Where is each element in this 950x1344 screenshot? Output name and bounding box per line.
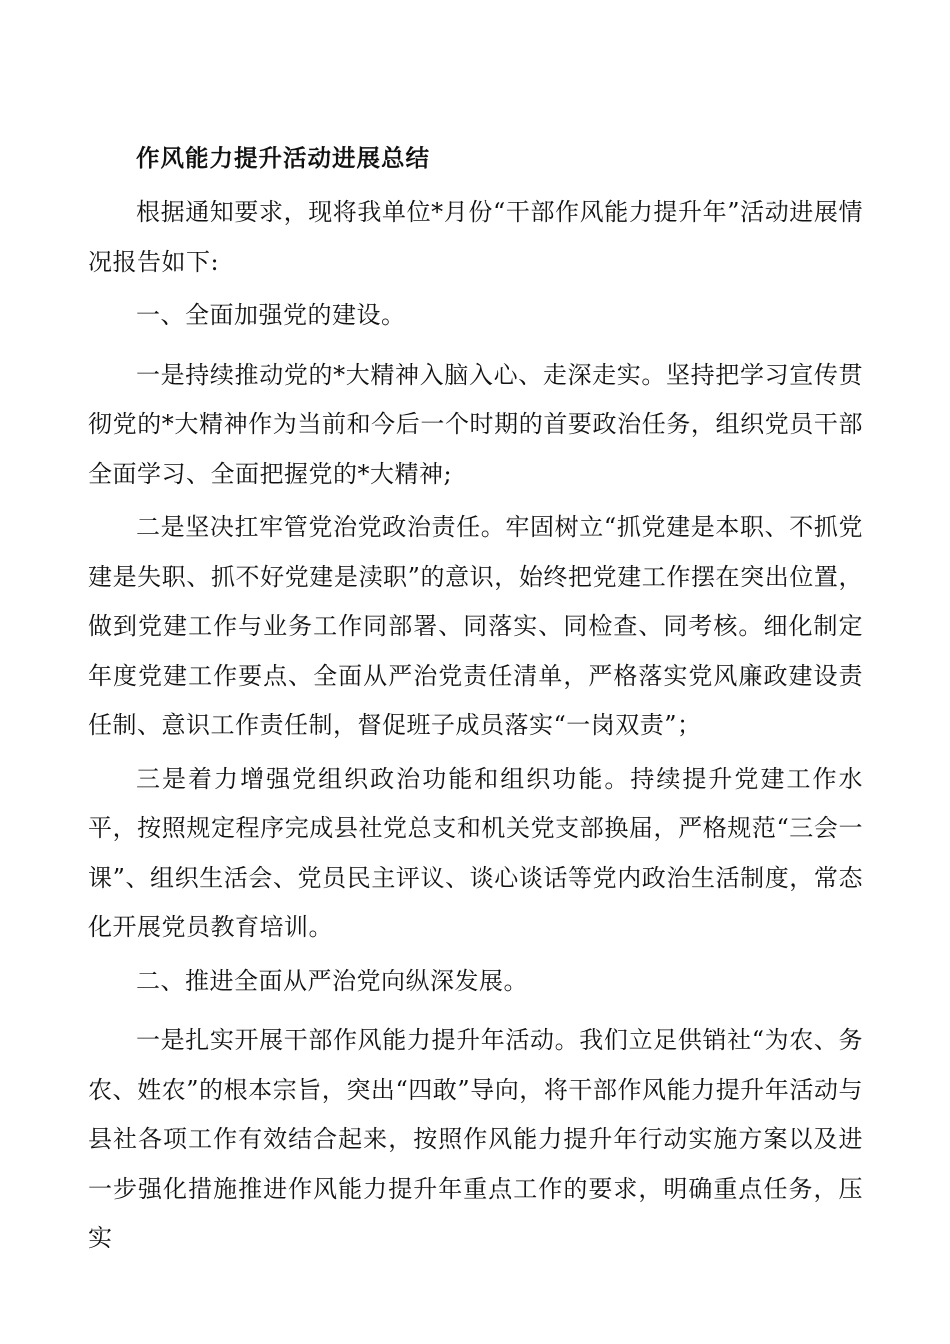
body-paragraph: 一是扎实开展干部作风能力提升年活动。我们立足供销社“为农、务农、姓农”的根本宗旨，突出“四敢”导向，将干部作风能力提升年活动与县社各项工作有效结合起来，按照作风能力提升年行动实施方案以及进一步强化措施推进作风能力提升年重点工作的要求，明确重点任务，压实 <box>88 1026 863 1252</box>
section-heading-2: 二、推进全面从严治党向纵深发展。 <box>136 966 528 995</box>
body-paragraph: 三是着力增强党组织政治功能和组织功能。持续提升党建工作水平，按照规定程序完成县社党总支和机关党支部换届，严格规范“三会一课”、组织生活会、党员民主评议、谈心谈话等党内政治生活制度，常态化开展党员教育培训。 <box>88 764 863 941</box>
intro-paragraph: 根据通知要求，现将我单位*月份“干部作风能力提升年”活动进展情况报告如下: <box>88 198 863 276</box>
section-heading-1: 一、全面加强党的建设。 <box>136 301 406 329</box>
body-paragraph: 二是坚决扛牢管党治党政治责任。牢固树立“抓党建是本职、不抓党建是失职、抓不好党建是渎职”的意识，始终把党建工作摆在突出位置，做到党建工作与业务工作同部署、同落实、同检查、同考核。细化制定年度党建工作要点、全面从严治党责任清单，严格落实党风廉政建设责任制、意识工作责任制，督促班子成员落实“一岗双责”； <box>88 513 863 739</box>
document-title: 作风能力提升活动进展总结 <box>136 144 430 172</box>
body-paragraph: 一是持续推动党的*大精神入脑入心、走深走实。坚持把学习宣传贯彻党的*大精神作为当前和今后一个时期的首要政治任务，组织党员干部全面学习、全面把握党的*大精神; <box>88 360 863 488</box>
document-body <box>88 136 863 1268</box>
